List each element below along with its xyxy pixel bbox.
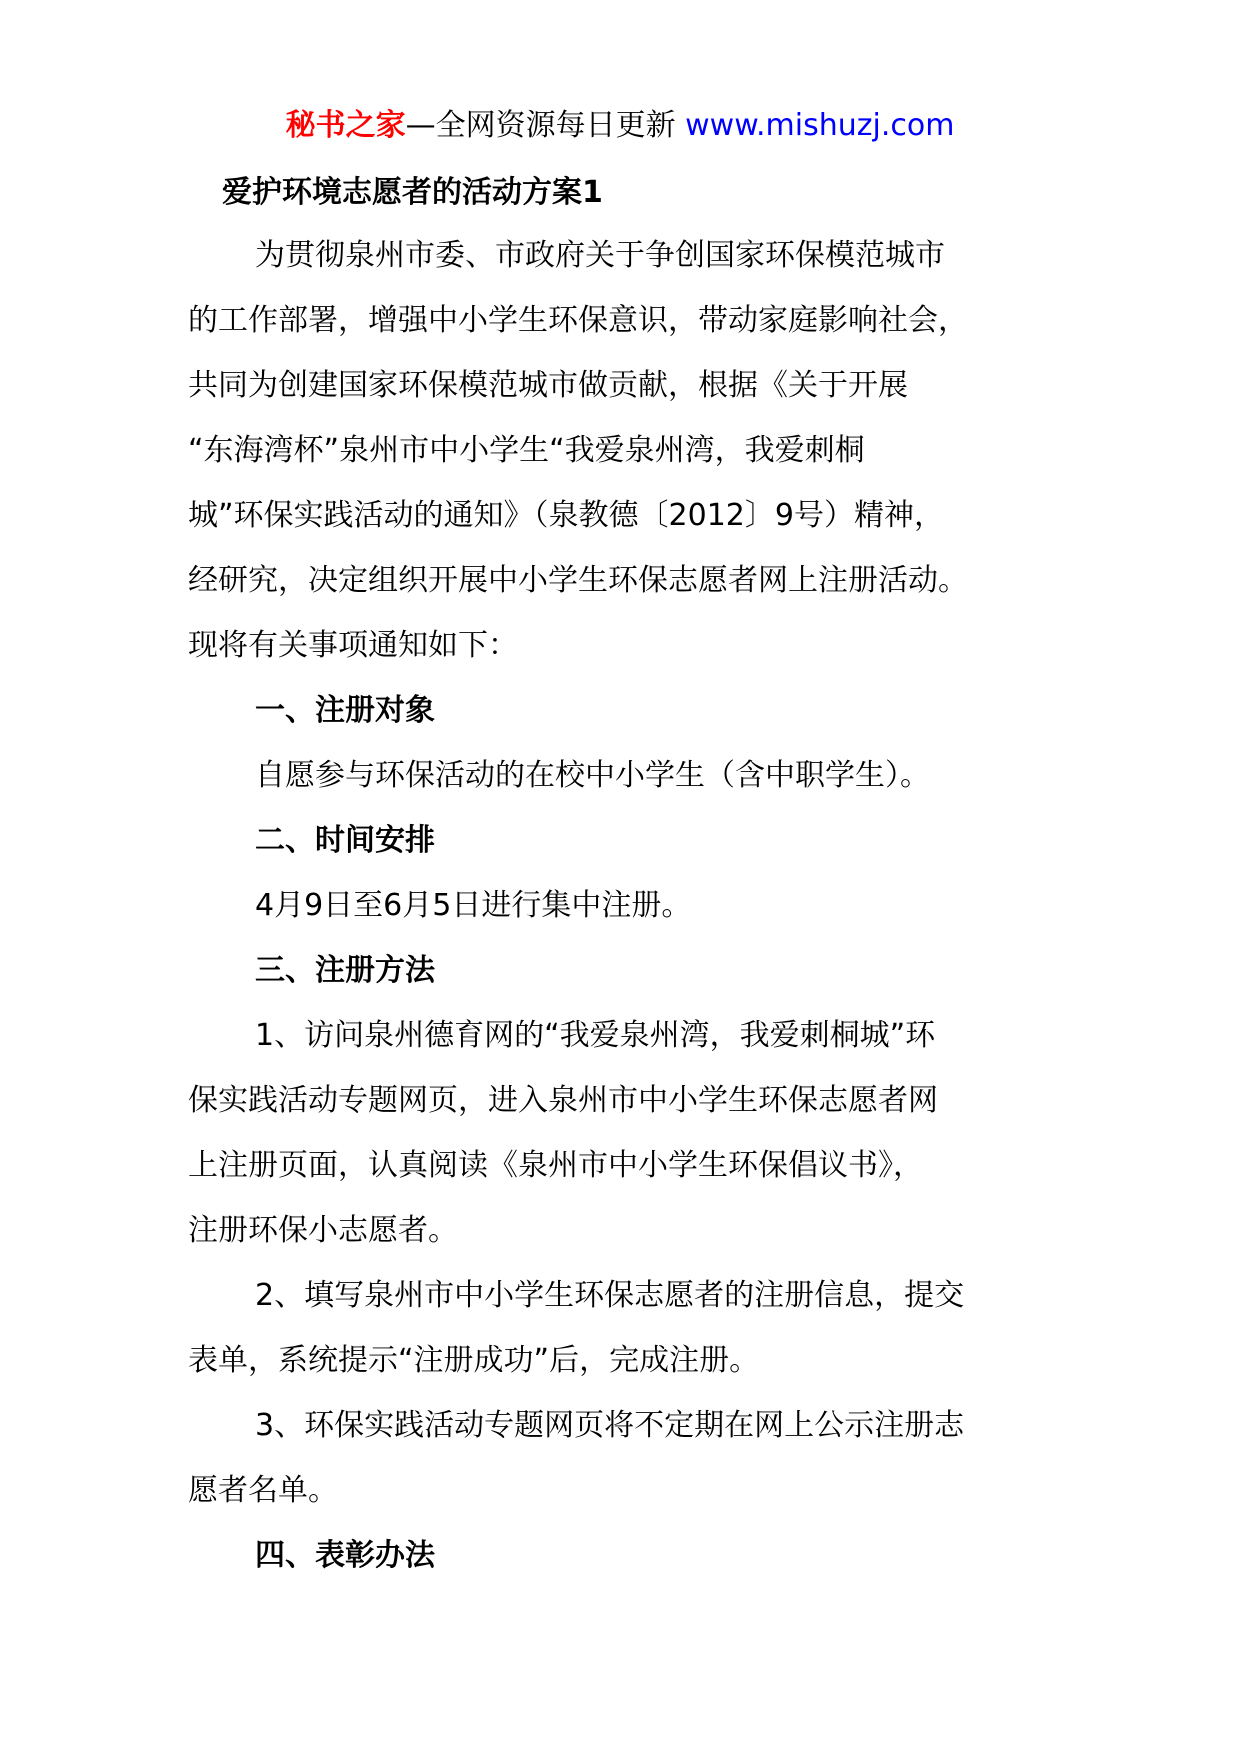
intro-line: 经研究，决定组织开展中小学生环保志愿者网上注册活动。 (188, 563, 968, 598)
site-url-link[interactable]: www.mishuzj.com (685, 108, 955, 143)
method-item-line: 3、环保实践活动专题网页将不定期在网上公示注册志 (255, 1408, 965, 1443)
section-heading-registration-method: 三、注册方法 (255, 953, 435, 988)
section-text-registration-target: 自愿参与环保活动的在校中小学生（含中职学生）。 (255, 758, 930, 793)
intro-line: 的工作部署，增强中小学生环保意识，带动家庭影响社会， (188, 303, 968, 338)
method-item-line: 愿者名单。 (188, 1473, 338, 1508)
intro-paragraph (188, 223, 1058, 678)
method-item-line: 2、填写泉州市中小学生环保志愿者的注册信息，提交 (255, 1278, 965, 1313)
method-item-1 (188, 1003, 1058, 1263)
intro-line: 城”环保实践活动的通知》（泉教德〔2012〕9号）精神， (188, 498, 944, 533)
section-heading-schedule: 二、时间安排 (255, 823, 435, 858)
method-item-line: 表单，系统提示“注册成功”后，完成注册。 (188, 1343, 760, 1378)
section-heading-commendation: 四、表彰办法 (255, 1538, 435, 1573)
intro-line: 现将有关事项通知如下： (188, 628, 518, 663)
brand-name: 秘书之家 (285, 108, 406, 143)
section-heading-registration-target: 一、注册对象 (255, 693, 435, 728)
document-title: 爱护环境志愿者的活动方案1 (222, 175, 603, 210)
method-item-line: 1、访问泉州德育网的“我爱泉州湾，我爱刺桐城”环 (255, 1018, 936, 1053)
document-body (188, 163, 1058, 1588)
method-item-3 (188, 1393, 1058, 1523)
header-tagline: —全网资源每日更新 (405, 108, 676, 143)
method-item-line: 上注册页面，认真阅读《泉州市中小学生环保倡议书》， (188, 1148, 923, 1183)
intro-line: 共同为创建国家环保模范城市做贡献，根据《关于开展 (188, 368, 908, 403)
intro-line: “东海湾杯”泉州市中小学生“我爱泉州湾，我爱刺桐 (188, 433, 865, 468)
method-item-line: 保实践活动专题网页，进入泉州市中小学生环保志愿者网 (188, 1083, 938, 1118)
section-text-schedule: 4月9日至6月5日进行集中注册。 (255, 888, 692, 923)
method-item-line: 注册环保小志愿者。 (188, 1213, 458, 1248)
site-header (0, 96, 1240, 156)
intro-line: 为贯彻泉州市委、市政府关于争创国家环保模范城市 (255, 238, 945, 273)
method-item-2 (188, 1263, 1058, 1393)
